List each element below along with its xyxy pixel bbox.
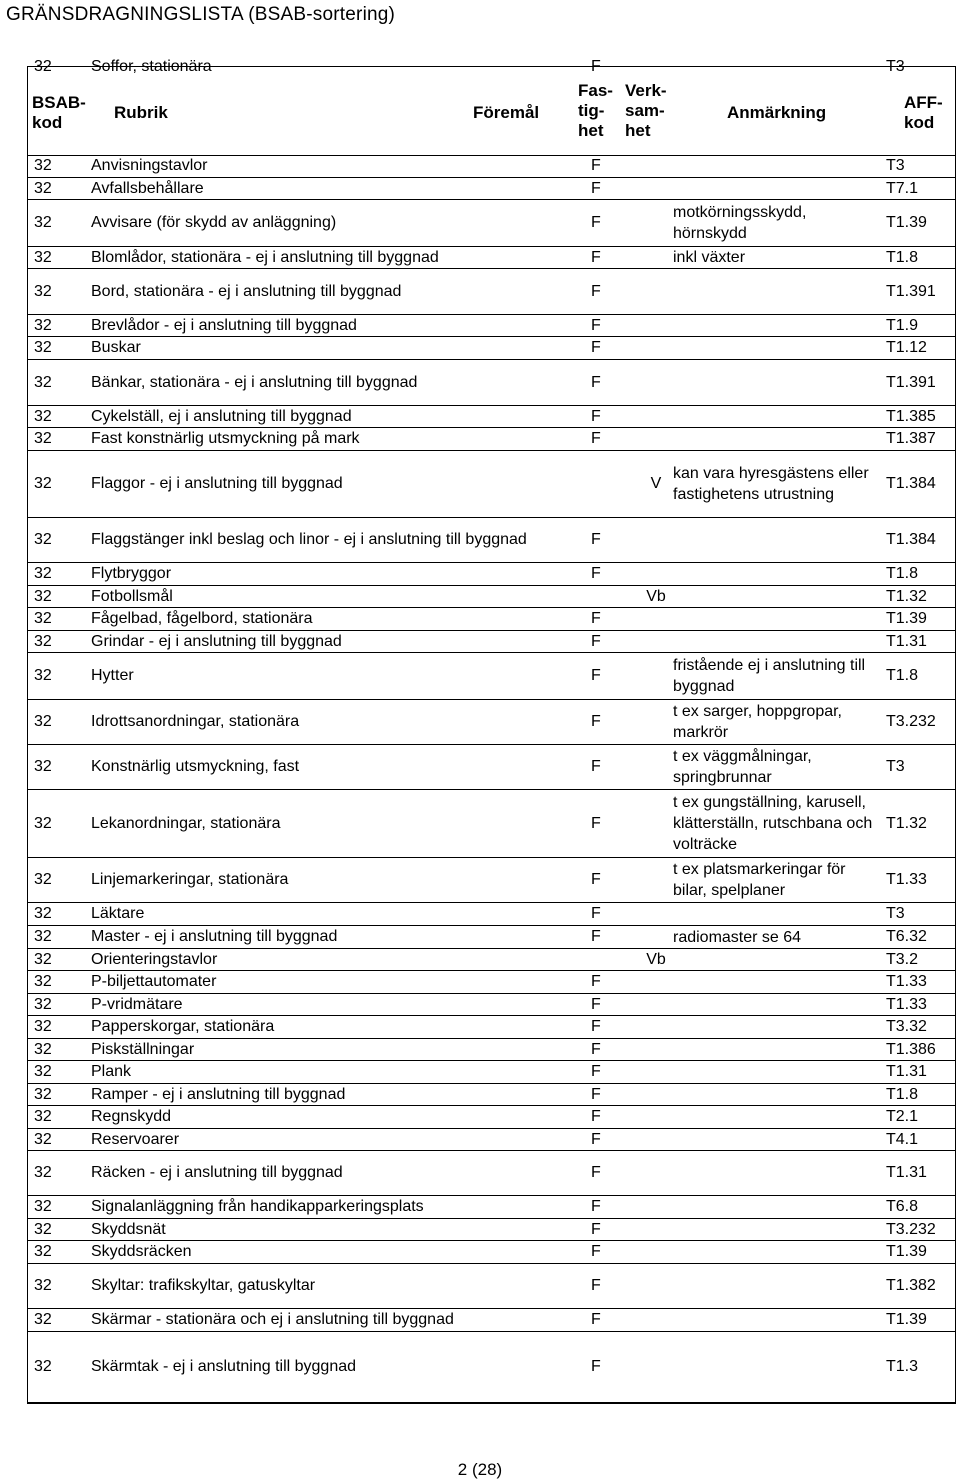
rubrik-cell: Regnskydd xyxy=(91,1108,172,1125)
anmarkning-cell: fristående ej i anslutning till byggnad xyxy=(673,657,866,695)
page-title: GRÄNSDRAGNINGSLISTA (BSAB-sortering) xyxy=(6,4,396,25)
bsab-cell: 32 xyxy=(34,667,52,684)
anmarkning-cell xyxy=(673,518,878,562)
table-row xyxy=(28,1016,955,1039)
bsab-cell: 32 xyxy=(34,407,52,425)
aff-code-cell: T1.8 xyxy=(886,565,919,582)
rubrik-cell: Reservoarer xyxy=(91,1130,180,1148)
bsab-cell: 32 xyxy=(34,157,52,174)
aff-code-cell: T6.32 xyxy=(886,928,927,945)
bsab-cell: 32 xyxy=(34,339,52,356)
anmarkning-cell xyxy=(673,1332,878,1402)
fastighet-cell: F xyxy=(591,1277,601,1294)
anmarkning-cell xyxy=(673,631,878,652)
aff-code-cell: T3.32 xyxy=(886,1018,927,1035)
fastighet-cell: F xyxy=(591,1220,601,1238)
fastighet-cell: F xyxy=(591,316,601,334)
rubrik-cell: Skyltar: trafikskyltar, gatuskyltar xyxy=(91,1277,316,1294)
fastighet-cell xyxy=(591,949,639,970)
verksamhet-cell xyxy=(637,315,675,336)
bsab-cell: 32 xyxy=(34,1040,52,1058)
table-row xyxy=(28,315,955,337)
fastighet-cell: F xyxy=(591,1243,601,1260)
rubrik-cell: Flaggor - ej i anslutning till byggnad xyxy=(91,475,343,492)
verksamhet-cell xyxy=(637,563,675,585)
aff-code-cell: T1.31 xyxy=(886,1063,927,1080)
rubrik-cell: Bänkar, stationära - ej i anslutning till byggnad xyxy=(91,373,418,391)
bsab-cell: 32 xyxy=(34,430,52,447)
table-row xyxy=(28,608,955,631)
fastighet-cell: F xyxy=(591,973,601,990)
anmarkning-cell xyxy=(673,1039,878,1060)
bsab-cell: 32 xyxy=(34,632,52,650)
table-row xyxy=(28,518,955,563)
aff-code-cell: T3.2 xyxy=(886,950,919,968)
rubrik-cell: Piskställningar xyxy=(91,1040,195,1058)
fastighet-cell: F xyxy=(591,430,601,447)
table-row xyxy=(28,1039,955,1061)
header-fastighet xyxy=(578,81,613,141)
verksamhet-cell xyxy=(637,360,675,405)
table-row xyxy=(28,406,955,428)
anmarkning-cell: t ex platsmarkeringar för bilar, spelplaner xyxy=(673,861,846,899)
aff-code-cell: T1.39 xyxy=(886,610,927,627)
aff-code-cell: T3 xyxy=(886,905,905,922)
aff-code-cell: T1.12 xyxy=(886,339,927,356)
verksamhet-cell xyxy=(637,608,675,630)
aff-code-cell: T1.31 xyxy=(886,632,927,650)
bsab-cell: 32 xyxy=(34,758,52,775)
page-number: 2 (28) xyxy=(457,1460,503,1479)
aff-code-cell: T1.31 xyxy=(886,1164,927,1181)
boundary-list-table: BSAB- kod Rubrik Föremål Fas- tig- het Verk- sam- het Anmärkning AFF- kod 32 Anvisningstavlor F T3 32 Avfallsbehållare F T7.1 32 Avvisare (för skydd av anläggning) F motkörningsskydd, hörnskydd T1.39 32 Blomlådor, stationära - ej i anslutning till byggnad F inkl växter T1.8 32 Bord, stationära - ej i anslutning till byggnad F T1.391 32 Brevlådor - ej i anslutning till byggnad F T1.9 32 Buskar F T1.12 32 Bänkar, stationära - ej i anslutning till byggnad F T1.391 32 Cykelställ, ej i anslutning till byggnad F T1.385 32 Fast konstnärlig utsmyckning på mark F T1.387 32 Flaggor - ej i anslutning till byggnad V kan vara hyresgästens eller fastighetens utrustning T1.384 32 Flaggstänger inkl beslag och linor - ej i anslutning till byggnad F T1.384 32 Flytbryggor F T1.8 32 Fotbollsmål Vb T1.32 32 Fågelbad, fågelbord, stationära F T1.39 32 Grindar - ej i anslutning till byggnad F T1.31 32 Hytter F fristående ej i anslutning till byggnad T1.8 32 Idrottsanordningar, stationära F t ex sarger, hoppgropar, markrör T3.232 32 Konstnärlig utsmyckning, fast F t ex väggmålningar, springbrunnar T3 32 Lekanordningar, stationära F t ex gungställning, karusell, klätterställn, rutschbana och volträcke T1.32 32 Linjemarkeringar, stationära F t ex platsmarkeringar för bilar, spelplaner T1.33 32 Läktare F T3 32 Master - ej i anslutning till byggnad F radiomaster se 64 T6.32 32 Orienteringstavlor Vb T3.2 32 P-biljettautomater F T1.33 32 P-vridmätare F T1.33 32 Papperskorgar, stationära F T3.32 32 Piskställningar F T1.386 32 Plank F T1.31 32 Ramper - ej i anslutning till byggnad F T1.8 32 Regnskydd F T2.1 32 Reservoarer F T4.1 32 Räcken - ej i anslutning till byggnad F T1.31 32 Signalanläggning från handikapparkeringsplats F T6.8 32 Skyddsnät F T3.232 32 Skyddsräcken F T1.39 32 Skyltar: trafikskyltar, gatuskyltar F T1.382 32 Skärmar - stationära och ej i anslutning till byggnad F T1.39 32 Skärmtak - ej i anslutning till byggnad F T1.3 32 Soffor, stationära F T3 xyxy=(27,66,956,1404)
aff-code-cell: T2.1 xyxy=(886,1108,919,1125)
table-row xyxy=(28,1309,955,1332)
rubrik-cell: Buskar xyxy=(91,339,141,356)
bsab-cell: 32 xyxy=(34,1164,52,1181)
anmarkning-cell xyxy=(673,1016,878,1038)
table-row xyxy=(28,586,955,608)
anmarkning-cell xyxy=(673,1084,878,1105)
rubrik-cell: Läktare xyxy=(91,905,145,922)
fastighet-cell: F xyxy=(591,1018,601,1035)
fastighet-cell: F xyxy=(591,248,601,266)
table-row xyxy=(28,1196,955,1219)
bsab-cell: 32 xyxy=(34,973,52,990)
verksamhet-cell xyxy=(637,406,675,427)
bsab-cell: 32 xyxy=(34,214,52,231)
rubrik-cell: P-vridmätare xyxy=(91,995,183,1013)
anmarkning-cell xyxy=(673,315,878,336)
aff-code-cell: T1.8 xyxy=(886,1085,919,1103)
aff-code-cell: T1.39 xyxy=(886,1311,927,1328)
aff-code-cell: T4.1 xyxy=(886,1130,919,1148)
rubrik-cell: P-biljettautomater xyxy=(91,973,217,990)
aff-code-cell: T1.8 xyxy=(886,248,919,266)
fastighet-cell: F xyxy=(591,407,601,425)
verksamhet-cell xyxy=(637,518,675,562)
fastighet-cell: F xyxy=(591,214,601,231)
fastighet-cell: F xyxy=(591,928,601,945)
fastighet-cell: F xyxy=(591,339,601,356)
table-header xyxy=(28,67,955,156)
bsab-cell: 32 xyxy=(34,1018,52,1035)
bsab-cell: 32 xyxy=(34,531,52,548)
anmarkning-cell xyxy=(673,1219,878,1240)
table-row xyxy=(28,1241,955,1264)
fastighet-cell: F xyxy=(591,667,601,684)
fastighet-cell: F xyxy=(591,1164,601,1181)
table-row xyxy=(28,1332,955,1403)
verksamhet-cell xyxy=(637,428,675,450)
anmarkning-cell xyxy=(673,360,878,405)
bsab-cell: 32 xyxy=(34,1108,52,1125)
rubrik-cell: Idrottsanordningar, stationära xyxy=(91,713,300,730)
anmarkning-cell xyxy=(673,903,878,925)
anmarkning-cell xyxy=(673,1129,878,1150)
anmarkning-cell xyxy=(673,269,878,314)
fastighet-cell: F xyxy=(591,905,601,922)
bsab-cell: 32 xyxy=(34,610,52,627)
aff-code-cell: T1.391 xyxy=(886,373,936,391)
anmarkning-cell xyxy=(673,1151,878,1195)
anmarkning-cell xyxy=(673,1061,878,1083)
aff-code-cell: T1.33 xyxy=(886,973,927,990)
fastighet-cell: F xyxy=(591,1358,601,1375)
rubrik-cell: Räcken - ej i anslutning till byggnad xyxy=(91,1164,343,1181)
aff-code-cell: T3 xyxy=(886,157,905,174)
rubrik-cell: Skyddsräcken xyxy=(91,1243,192,1260)
rubrik-cell: Bord, stationära - ej i anslutning till byggnad xyxy=(91,282,402,300)
verksamhet-cell xyxy=(637,1084,675,1105)
bsab-cell: 32 xyxy=(34,1311,52,1328)
fastighet-cell: F xyxy=(591,1085,601,1103)
aff-code-cell: T1.32 xyxy=(886,814,927,832)
table-row xyxy=(28,653,955,700)
verksamhet-cell xyxy=(637,994,675,1015)
rubrik-cell: Plank xyxy=(91,1063,132,1080)
verksamhet-cell xyxy=(637,1309,675,1331)
header-verksamhet-line2: sam- xyxy=(625,101,665,120)
aff-code-cell: T1.33 xyxy=(886,995,927,1013)
fastighet-cell: F xyxy=(591,1063,601,1080)
table-row xyxy=(28,631,955,653)
fastighet-cell: F xyxy=(591,179,601,197)
aff-code-cell: T1.384 xyxy=(886,531,936,548)
table-row xyxy=(28,1151,955,1196)
anmarkning-cell: t ex väggmålningar, springbrunnar xyxy=(673,748,812,786)
bsab-cell: 32 xyxy=(34,179,52,197)
anmarkning-cell xyxy=(673,971,878,993)
verksamhet-cell xyxy=(637,1241,675,1263)
header-fastighet-line1: Fas- xyxy=(578,81,613,100)
bsab-cell: 32 xyxy=(34,1085,52,1103)
verksamhet-cell xyxy=(637,858,675,902)
fastighet-cell: F xyxy=(591,531,601,548)
rubrik-cell: Grindar - ej i anslutning till byggnad xyxy=(91,632,342,650)
table-row xyxy=(28,247,955,269)
verksamhet-cell xyxy=(637,1219,675,1240)
rubrik-cell: Skärmtak - ej i anslutning till byggnad xyxy=(91,1358,357,1375)
rubrik-cell: Hytter xyxy=(91,667,134,684)
aff-code-cell: T1.3 xyxy=(886,1358,919,1375)
table-row xyxy=(28,994,955,1016)
bsab-cell: 32 xyxy=(34,1243,52,1260)
aff-code-cell: T3 xyxy=(886,758,905,775)
fastighet-cell: F xyxy=(591,871,601,888)
verksamhet-cell xyxy=(637,1332,675,1402)
verksamhet-cell xyxy=(637,178,675,199)
rubrik-cell: Lekanordningar, stationära xyxy=(91,814,281,832)
anmarkning-cell xyxy=(673,178,878,199)
anmarkning-cell xyxy=(673,608,878,630)
bsab-cell: 32 xyxy=(34,587,52,605)
anmarkning-cell: t ex sarger, hoppgropar, markrör xyxy=(673,703,842,741)
verksamhet-cell xyxy=(637,1196,675,1218)
verksamhet-cell xyxy=(637,790,675,857)
header-fastighet-line3: het xyxy=(578,121,604,140)
verksamhet-cell xyxy=(637,247,675,268)
anmarkning-cell xyxy=(673,1264,878,1308)
bsab-cell: 32 xyxy=(34,950,52,968)
anmarkning-cell xyxy=(673,1196,878,1218)
table-row xyxy=(28,360,955,406)
bsab-cell: 32 xyxy=(34,1130,52,1148)
bsab-cell: 32 xyxy=(34,282,52,300)
aff-code-cell: T1.9 xyxy=(886,316,919,334)
aff-code-cell: T1.386 xyxy=(886,1040,936,1058)
anmarkning-cell xyxy=(673,155,878,177)
bsab-cell: 32 xyxy=(34,713,52,730)
verksamhet-cell xyxy=(637,1016,675,1038)
rubrik-cell: Fågelbad, fågelbord, stationära xyxy=(91,610,313,627)
fastighet-cell: F xyxy=(591,1198,601,1215)
fastighet-cell: F xyxy=(591,758,601,775)
bsab-cell: 32 xyxy=(34,905,52,922)
aff-code-cell: T1.32 xyxy=(886,587,927,605)
rubrik-cell: Flytbryggor xyxy=(91,565,172,582)
rubrik-cell: Papperskorgar, stationära xyxy=(91,1018,275,1035)
aff-code-cell: T1.33 xyxy=(886,871,927,888)
header-verksamhet-line1: Verk- xyxy=(625,81,667,100)
anmarkning-cell xyxy=(673,428,878,450)
rubrik-cell: Ramper - ej i anslutning till byggnad xyxy=(91,1085,346,1103)
header-aff-line1: AFF- xyxy=(904,93,943,112)
anmarkning-cell xyxy=(673,949,878,970)
verksamhet-cell xyxy=(637,1151,675,1195)
table-row xyxy=(28,858,955,903)
anmarkning-cell: radiomaster se 64 xyxy=(673,928,802,946)
anmarkning-cell: inkl växter xyxy=(673,249,746,266)
table-row xyxy=(28,971,955,994)
bsab-cell: 32 xyxy=(34,565,52,582)
verksamhet-cell xyxy=(637,903,675,925)
table-row xyxy=(28,949,955,971)
fastighet-cell: F xyxy=(591,157,601,174)
aff-code-cell: T3.232 xyxy=(886,1220,936,1238)
fastighet-cell: F xyxy=(591,713,601,730)
table-row xyxy=(28,790,955,858)
table-row xyxy=(28,428,955,451)
rubrik-cell: Avvisare (för skydd av anläggning) xyxy=(91,214,337,231)
rubrik-cell: Anvisningstavlor xyxy=(91,157,208,174)
header-bsab-line1: BSAB- xyxy=(32,93,86,112)
bsab-cell: 32 xyxy=(34,316,52,334)
header-bsab xyxy=(32,93,86,133)
verksamhet-cell xyxy=(637,700,675,744)
bsab-cell: 32 xyxy=(34,1277,52,1294)
anmarkning-cell xyxy=(673,563,878,585)
table-row xyxy=(28,155,955,178)
verksamhet-cell xyxy=(637,653,675,699)
table-row xyxy=(28,1084,955,1106)
anmarkning-cell xyxy=(673,1241,878,1263)
header-aff-line2: kod xyxy=(904,113,935,132)
rubrik-cell: Avfallsbehållare xyxy=(91,179,204,197)
fastighet-cell: F xyxy=(591,995,601,1013)
anmarkning-cell: t ex gungställning, karusell, klätterställn, rutschbana och volträcke xyxy=(673,794,873,853)
bsab-cell: 32 xyxy=(34,1220,52,1238)
table-row xyxy=(28,563,955,586)
anmarkning-cell: motkörningsskydd, hörnskydd xyxy=(673,204,807,242)
header-foremal: Föremål xyxy=(473,103,540,122)
bsab-cell: 32 xyxy=(34,814,52,832)
header-bsab-line2: kod xyxy=(32,113,63,132)
verksamhet-cell xyxy=(637,1264,675,1308)
rubrik-cell: Flaggstänger inkl beslag och linor - ej i anslutning till byggnad xyxy=(91,531,527,548)
verksamhet-cell xyxy=(637,269,675,314)
header-rubrik: Rubrik xyxy=(114,103,168,122)
table-row xyxy=(28,1061,955,1084)
table-row xyxy=(28,337,955,360)
fastighet-cell: F xyxy=(591,373,601,391)
table-row xyxy=(28,200,955,247)
fastighet-cell xyxy=(591,586,639,607)
fastighet-cell: F xyxy=(591,1311,601,1328)
table-row xyxy=(28,1219,955,1241)
table-row xyxy=(28,451,955,518)
table-row xyxy=(28,178,955,200)
fastighet-cell xyxy=(591,451,639,517)
header-aff xyxy=(904,93,943,133)
bsab-cell: 32 xyxy=(34,248,52,266)
verksamhet-cell xyxy=(637,155,675,177)
verksamhet-cell xyxy=(637,631,675,652)
aff-code-cell: T1.39 xyxy=(886,1243,927,1260)
bsab-cell: 32 xyxy=(34,1198,52,1215)
anmarkning-cell xyxy=(673,994,878,1015)
anmarkning-cell xyxy=(673,1309,878,1331)
aff-code-cell: T7.1 xyxy=(886,179,919,197)
rubrik-cell: Master - ej i anslutning till byggnad xyxy=(91,928,338,945)
table-row xyxy=(28,903,955,926)
fastighet-cell: F xyxy=(591,565,601,582)
bsab-cell: 32 xyxy=(34,995,52,1013)
fastighet-cell: F xyxy=(591,814,601,832)
table-row xyxy=(28,1129,955,1151)
fastighet-cell: F xyxy=(591,1108,601,1125)
verksamhet-cell xyxy=(637,1129,675,1150)
rubrik-cell: Konstnärlig utsmyckning, fast xyxy=(91,758,300,775)
aff-code-cell: T1.8 xyxy=(886,667,919,684)
fastighet-cell: F xyxy=(591,1130,601,1148)
table-row xyxy=(28,700,955,745)
anmarkning-cell: kan vara hyresgästens eller fastighetens utrustning xyxy=(673,465,869,503)
table-row xyxy=(28,269,955,315)
verksamhet-cell xyxy=(637,1106,675,1128)
verksamhet-cell: V xyxy=(650,475,662,492)
aff-code-cell: T3.232 xyxy=(886,713,936,730)
table-row xyxy=(28,745,955,790)
table-row xyxy=(28,1264,955,1309)
bsab-cell: 32 xyxy=(34,928,52,945)
rubrik-cell: Orienteringstavlor xyxy=(91,950,218,968)
fastighet-cell: F xyxy=(591,632,601,650)
rubrik-cell: Fotbollsmål xyxy=(91,587,173,605)
table-row xyxy=(28,1106,955,1129)
bsab-cell: 32 xyxy=(34,373,52,391)
rubrik-cell: Skyddsnät xyxy=(91,1220,166,1238)
verksamhet-cell xyxy=(637,926,675,948)
header-anmarkning: Anmärkning xyxy=(727,103,827,122)
aff-code-cell: T1.382 xyxy=(886,1277,936,1294)
verksamhet-cell xyxy=(637,200,675,246)
table-row xyxy=(28,926,955,949)
anmarkning-cell xyxy=(673,586,878,607)
header-verksamhet-line3: het xyxy=(625,121,651,140)
anmarkning-cell xyxy=(673,406,878,427)
verksamhet-cell xyxy=(637,971,675,993)
aff-code-cell: T1.384 xyxy=(886,475,936,492)
bsab-cell: 32 xyxy=(34,475,52,492)
aff-code-cell: T1.387 xyxy=(886,430,936,447)
aff-code-cell: T6.8 xyxy=(886,1198,919,1215)
fastighet-cell: F xyxy=(591,610,601,627)
rubrik-cell: Signalanläggning från handikapparkeringsplats xyxy=(91,1198,424,1215)
rubrik-cell: Blomlådor, stationära - ej i anslutning till byggnad xyxy=(91,248,439,266)
fastighet-cell: F xyxy=(591,282,601,300)
bsab-cell: 32 xyxy=(34,1063,52,1080)
bsab-cell: 32 xyxy=(34,1358,52,1375)
aff-code-cell: T1.385 xyxy=(886,407,936,425)
verksamhet-cell xyxy=(637,745,675,789)
rubrik-cell: Skärmar - stationära och ej i anslutning till byggnad xyxy=(91,1311,454,1328)
verksamhet-cell: Vb xyxy=(646,587,666,605)
rubrik-cell: Cykelställ, ej i anslutning till byggnad xyxy=(91,407,352,425)
bsab-cell: 32 xyxy=(34,871,52,888)
aff-code-cell: T1.39 xyxy=(886,214,927,231)
header-verksamhet xyxy=(625,81,667,141)
anmarkning-cell xyxy=(673,337,878,359)
rubrik-cell: Brevlådor - ej i anslutning till byggnad xyxy=(91,316,357,334)
fastighet-cell: F xyxy=(591,1040,601,1058)
verksamhet-cell: Vb xyxy=(646,950,666,968)
rubrik-cell: Fast konstnärlig utsmyckning på mark xyxy=(91,430,360,447)
verksamhet-cell xyxy=(637,1039,675,1060)
rubrik-cell: Linjemarkeringar, stationära xyxy=(91,871,289,888)
verksamhet-cell xyxy=(637,337,675,359)
anmarkning-cell xyxy=(673,1106,878,1128)
aff-code-cell: T1.391 xyxy=(886,282,936,300)
header-fastighet-line2: tig- xyxy=(578,101,605,120)
verksamhet-cell xyxy=(637,1061,675,1083)
